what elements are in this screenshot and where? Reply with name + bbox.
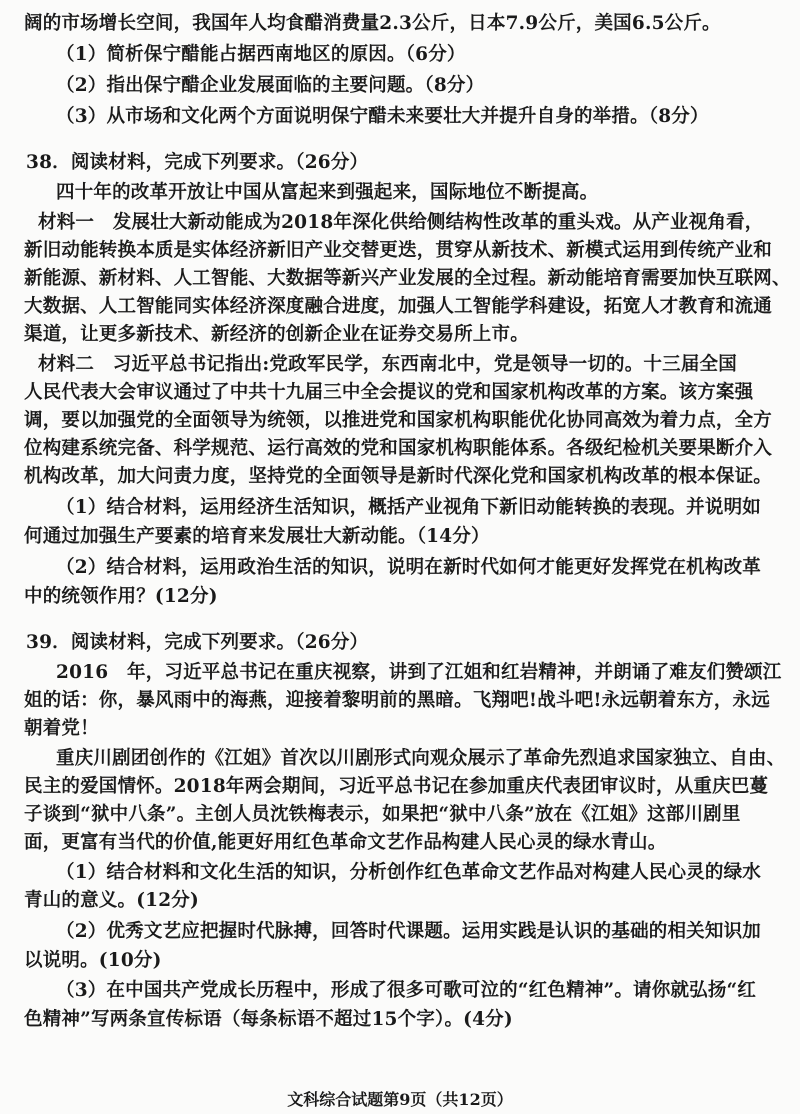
q38-sub-question-1-line: 何通过加强生产要素的培育来发展壮大新动能。（14分）	[24, 526, 490, 547]
q39-paragraph-1-line: 2016 年，习近平总书记在重庆视察，讲到了江姐和红岩精神，并朗诵了难友们赞颂江	[56, 662, 782, 683]
q38-material-2-line: 位构建系统完备、科学规范、运行高效的党和国家机构职能体系。各级纪检机关要果断介入	[24, 438, 773, 459]
question-39-heading: 39．阅读材料，完成下列要求。（26分）	[26, 632, 369, 653]
q39-sub-question-2-line: 以说明。(10分)	[24, 950, 162, 971]
q39-sub-question-2-line: （2）优秀文艺应把握时代脉搏，回答时代课题。运用实践是认识的基础的相关知识加	[56, 921, 761, 942]
q39-sub-question-3-line: 色精神”写两条宣传标语（每条标语不超过15个字）。(4分)	[24, 1009, 513, 1030]
q38-sub-question-2-line: （2）结合材料，运用政治生活的知识，说明在新时代如何才能更好发挥党在机构改革	[56, 557, 761, 578]
q39-sub-question-1-line: （1）结合材料和文化生活的知识，分析创作红色革命文艺作品对构建人民心灵的绿水	[56, 862, 761, 883]
intro-line: 阔的市场增长空间，我国年人均食醋消费量2.3公斤，日本7.9公斤，美国6.5公斤。	[24, 13, 721, 34]
question-38-heading: 38．阅读材料，完成下列要求。（26分）	[26, 152, 369, 173]
q39-paragraph-2-line: 面，更富有当代的价值,能更好用红色革命文艺作品构建人民心灵的绿水青山。	[24, 832, 667, 853]
top-question-3: （3）从市场和文化两个方面说明保宁醋未来要壮大并提升自身的举措。（8分）	[56, 106, 709, 127]
q38-material-1-line: 新能源、新材料、人工智能、大数据等新兴产业发展的全过程。新动能培育需要加快互联网、	[24, 268, 791, 289]
question-38-intro: 四十年的改革开放让中国从富起来到强起来，国际地位不断提高。	[56, 182, 599, 203]
q38-sub-question-2-line: 中的统领作用？(12分)	[24, 586, 218, 607]
q38-sub-question-1-line: （1）结合材料，运用经济生活知识，概括产业视角下新旧动能转换的表现。并说明如	[56, 497, 761, 518]
q38-material-1-line: 大数据、人工智能同实体经济深度融合进度，加强人工智能学科建设，拓宽人才教育和流通	[24, 296, 773, 317]
q39-paragraph-2-line: 民主的爱国情怀。2018年两会期间，习近平总书记在参加重庆代表团审议时，从重庆巴蔓	[24, 776, 769, 797]
q38-material-2-line: 调，要以加强党的全面领导为统领，以推进党和国家机构职能优化协同高效为着力点，全方	[24, 410, 773, 431]
q39-paragraph-1-line: 姐的话：你，暴风雨中的海燕，迎接着黎明前的黑暗。飞翔吧!战斗吧!永远朝着东方，永远	[24, 690, 770, 711]
q38-material-2-line: 材料二 习近平总书记指出:党政军民学，东西南北中，党是领导一切的。十三届全国	[38, 354, 737, 375]
q38-material-2-line: 机构改革，加大问责力度，坚持党的全面领导是新时代深化党和国家机构改革的根本保证。	[24, 466, 773, 487]
q38-material-1-line: 渠道，让更多新技术、新经济的创新企业在证券交易所上市。	[24, 324, 529, 345]
q38-material-1-line: 新旧动能转换本质是实体经济新旧产业交替更迭，贯穿从新技术、新模式运用到传统产业和	[24, 240, 773, 261]
top-question-2: （2）指出保宁醋企业发展面临的主要问题。（8分）	[56, 75, 485, 96]
top-question-1: （1）简析保宁醋能占据西南地区的原因。（6分）	[56, 44, 466, 65]
q38-material-2-line: 人民代表大会审议通过了中共十九届三中全会提议的党和国家机构改革的方案。该方案强	[24, 382, 754, 403]
q38-material-1-line: 材料一 发展壮大新动能成为2018年深化供给侧结构性改革的重头戏。从产业视角看，	[38, 212, 764, 233]
q39-paragraph-1-line: 朝着党！	[24, 718, 99, 739]
q39-sub-question-1-line: 青山的意义。(12分)	[24, 890, 199, 911]
page-footer: 文科综合试题第9页（共12页）	[287, 1090, 513, 1109]
q39-paragraph-2-line: 子谈到“狱中八条”。主创人员沈铁梅表示，如果把“狱中八条”放在《江姐》这部川剧里	[24, 804, 741, 825]
q39-sub-question-3-line: （3）在中国共产党成长历程中，形成了很多可歌可泣的“红色精神”。请你就弘扬“红	[56, 980, 757, 1001]
q39-paragraph-2-line: 重庆川剧团创作的《江姐》首次以川剧形式向观众展示了革命先烈追求国家独立、自由、	[56, 748, 786, 769]
